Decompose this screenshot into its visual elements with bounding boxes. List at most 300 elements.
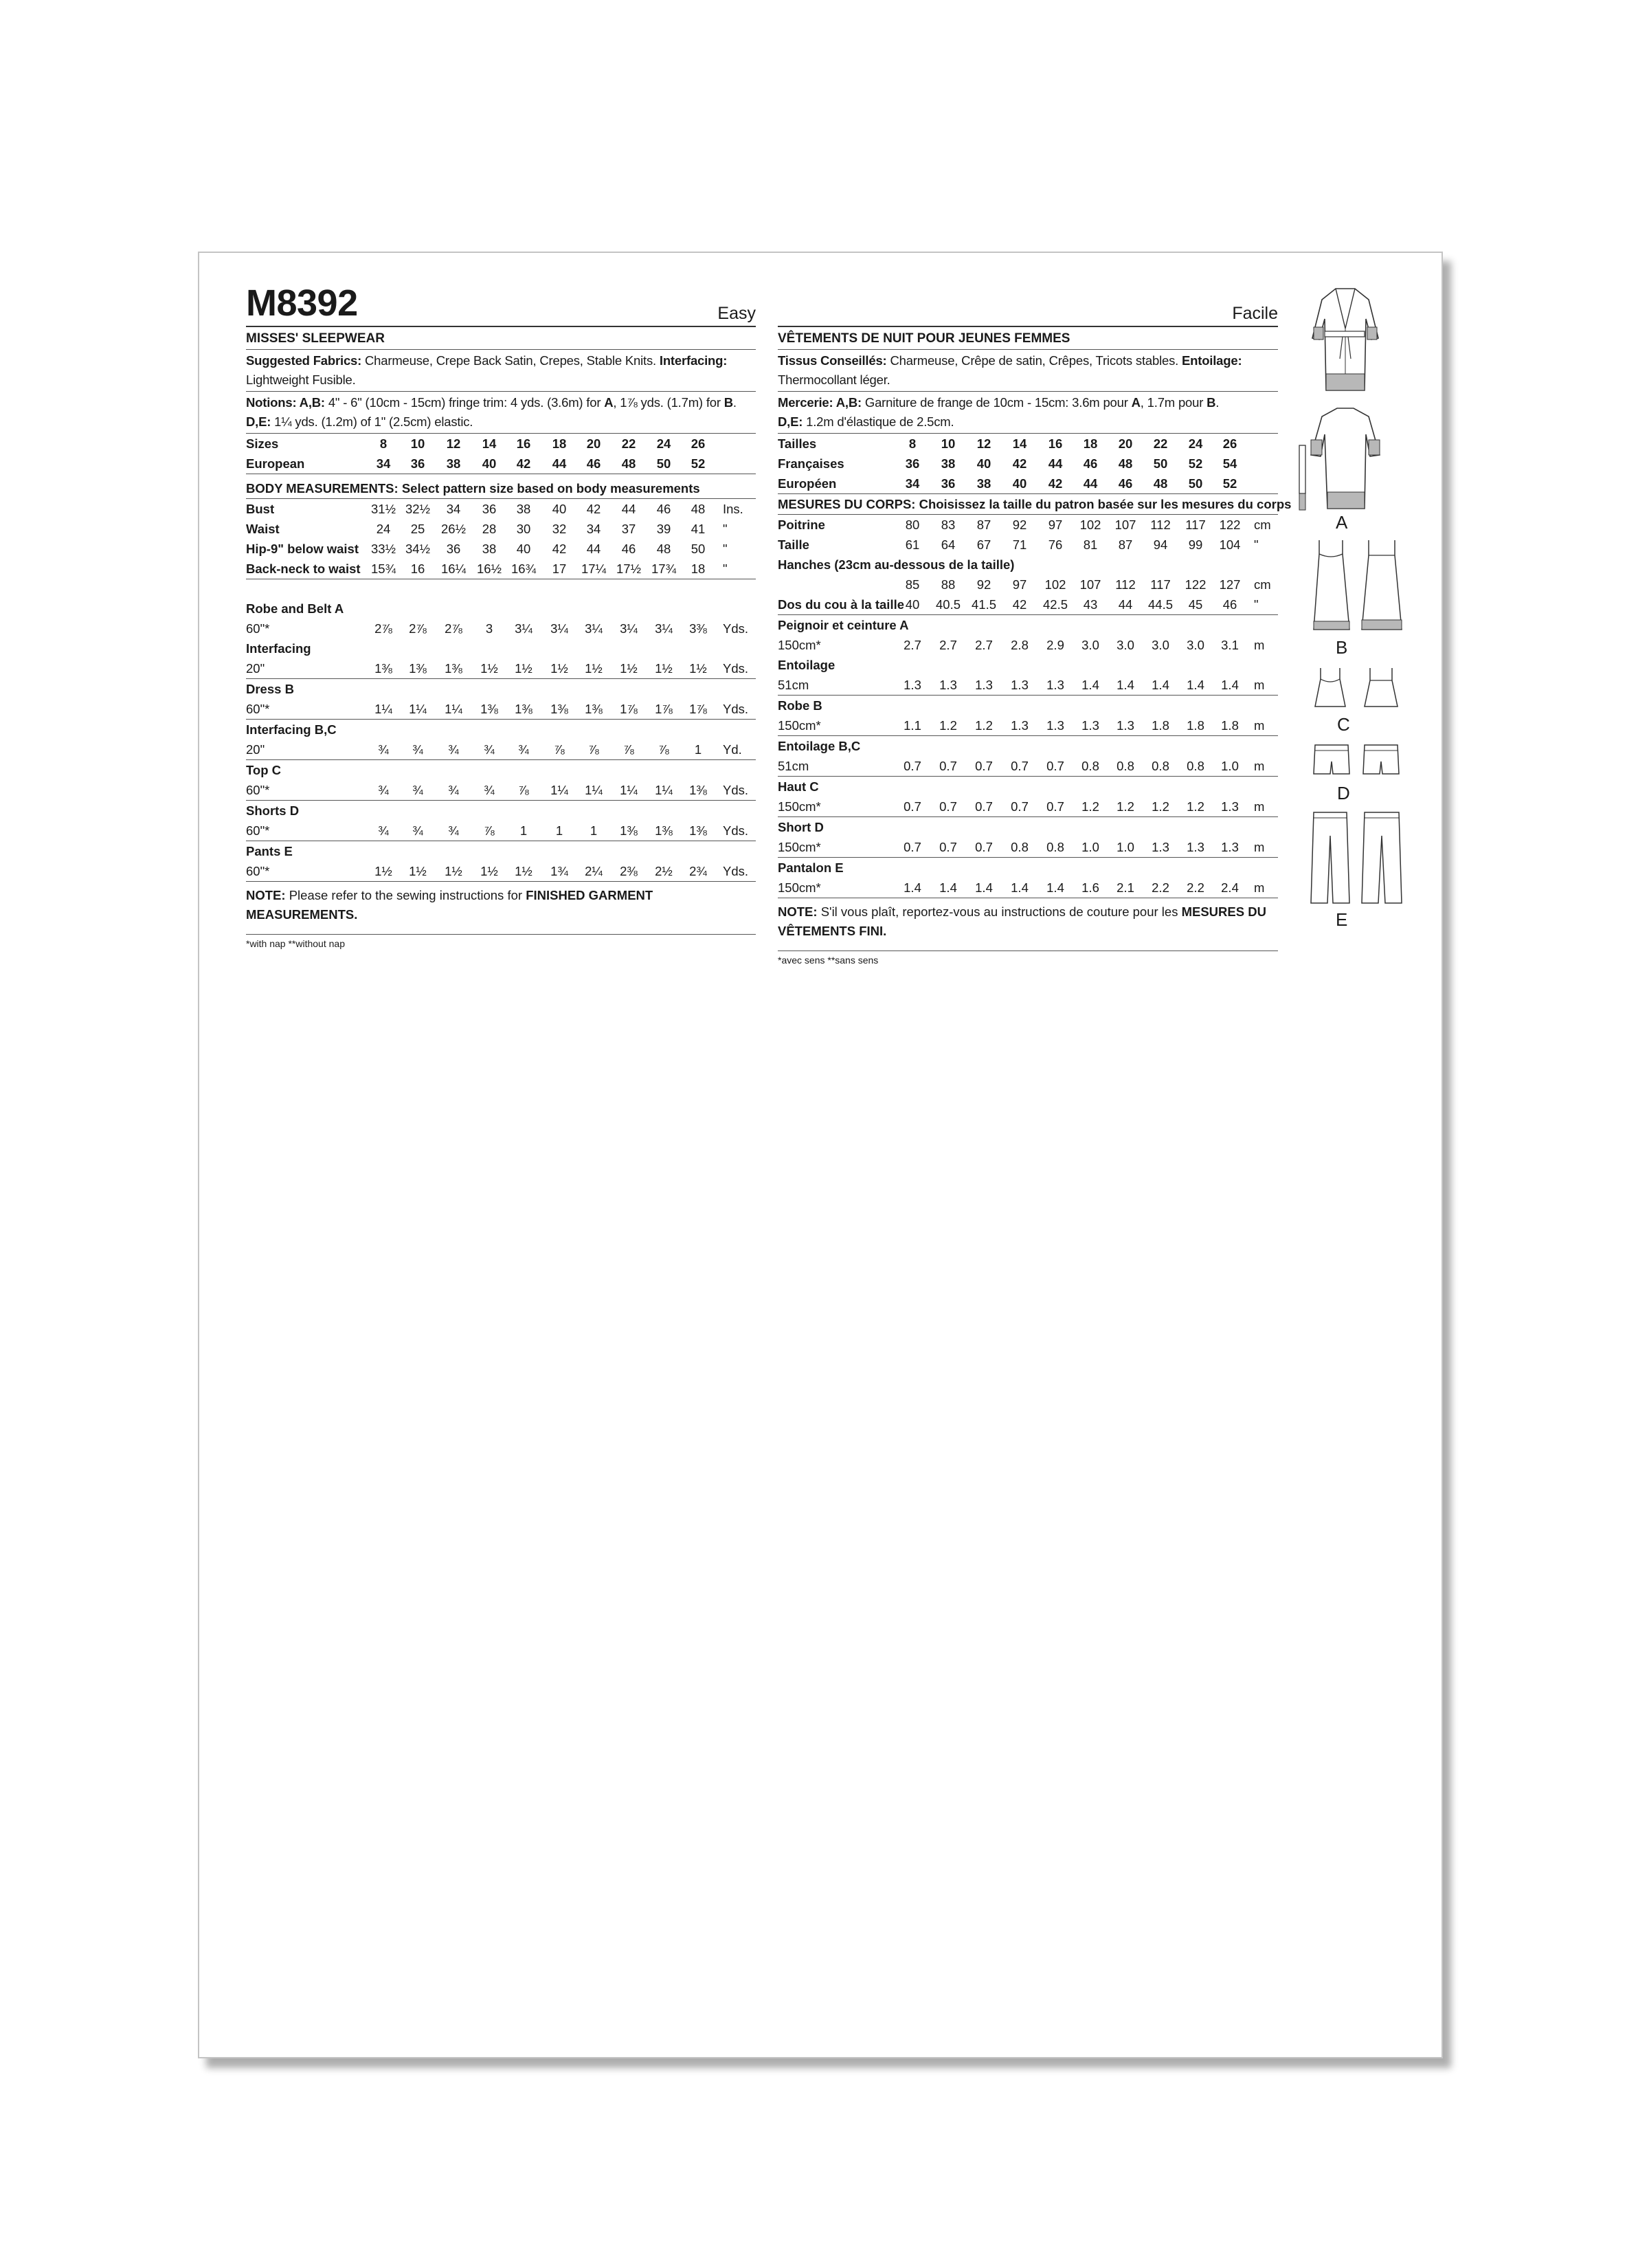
- table-cell: 20: [1118, 436, 1133, 451]
- table-cell: ¾: [448, 823, 459, 838]
- table-cell: 1⅜: [480, 702, 498, 716]
- table-cell: 1.8: [1221, 718, 1239, 733]
- table-cell: 1½: [374, 864, 392, 878]
- garment-heading-label: Interfacing B,C: [246, 722, 337, 737]
- english-column: [246, 282, 756, 950]
- row-label: Françaises: [778, 456, 844, 471]
- table-cell: ⅞: [658, 742, 669, 757]
- garment-heading-label: Pantalon E: [778, 860, 844, 875]
- table-cell: 36: [446, 542, 461, 556]
- table-cell: 48: [621, 456, 636, 471]
- row-label: 60"*: [246, 621, 270, 636]
- table-cell: 87: [1118, 537, 1133, 552]
- unit-label: cm: [1254, 577, 1271, 592]
- belt-drawing: [1297, 444, 1308, 513]
- body-measurements-table: [246, 499, 756, 579]
- difficulty-level: Easy: [717, 304, 756, 323]
- row-label: Poitrine: [778, 518, 825, 532]
- table-cell: 38: [482, 542, 497, 556]
- table-cell: 0.7: [975, 840, 993, 854]
- table-cell: 46: [586, 456, 601, 471]
- table-cell: 1.3: [1221, 799, 1239, 814]
- table-cell: 8: [908, 436, 917, 451]
- notions-fr: Mercerie: A,B: Garniture de frange de 10cm - 15cm: 3.6m pour A, 1.7m pour B. D,E: 1.2m d'élastique de 2.5cm.: [778, 392, 1278, 434]
- table-cell: 2.2: [1187, 880, 1204, 895]
- table-cell: 3.1: [1221, 638, 1239, 652]
- table-cell: 0.7: [904, 799, 921, 814]
- table-cell: 32: [552, 522, 567, 536]
- table-cell: 1½: [445, 864, 462, 878]
- yardage-row: [778, 675, 1278, 696]
- body-measurement-row: [246, 559, 756, 579]
- row-label: 20": [246, 742, 265, 757]
- table-cell: 0.7: [975, 759, 993, 773]
- table-cell: 1.2: [1081, 799, 1099, 814]
- table-cell: 2½: [655, 864, 673, 878]
- table-cell: 1⅞: [620, 702, 638, 716]
- table-cell: 16: [410, 562, 425, 576]
- table-cell: 1.1: [904, 718, 921, 733]
- table-cell: 1.3: [1046, 718, 1064, 733]
- table-cell: ¾: [448, 783, 459, 797]
- table-cell: 64: [941, 537, 956, 552]
- table-cell: 44: [586, 542, 601, 556]
- table-cell: 3¼: [515, 621, 532, 636]
- table-cell: ¾: [378, 742, 389, 757]
- table-cell: 26: [1222, 436, 1237, 451]
- garment-heading: [246, 841, 756, 861]
- unit-label: m: [1254, 638, 1265, 652]
- table-cell: 34: [446, 502, 461, 516]
- table-cell: 18: [1083, 436, 1098, 451]
- english-header: [246, 282, 756, 327]
- row-label: Hanches (23cm au-dessous de la taille): [778, 557, 1015, 572]
- unit-label: Yds.: [723, 661, 749, 676]
- body-measurement-row: [246, 499, 756, 519]
- row-label: Sizes: [246, 436, 279, 451]
- table-cell: 117: [1150, 577, 1171, 592]
- table-cell: 20: [586, 436, 601, 451]
- table-cell: ¾: [484, 783, 495, 797]
- table-cell: 1½: [409, 864, 427, 878]
- unit-label: Yds.: [723, 823, 749, 838]
- table-cell: 17¾: [651, 562, 677, 576]
- table-cell: 10: [410, 436, 425, 451]
- table-cell: 48: [691, 502, 706, 516]
- row-label: 150cm*: [778, 799, 821, 814]
- table-cell: 67: [976, 537, 991, 552]
- table-cell: 39: [656, 522, 671, 536]
- table-cell: 1½: [585, 661, 603, 676]
- garment-heading: [778, 817, 1278, 837]
- table-cell: 2.2: [1152, 880, 1169, 895]
- unit-label: m: [1254, 880, 1265, 895]
- table-cell: 44.5: [1147, 597, 1174, 612]
- notions: Notions: A,B: 4" - 6" (10cm - 15cm) fringe trim: 4 yds. (3.6m) for A, 1⅞ yds. (1.7m) for B. D,E: 1¼ yds. (1.2m) of 1" (2.5cm) elastic.: [246, 392, 756, 434]
- table-cell: 42: [1012, 456, 1027, 471]
- table-cell: 2⅞: [374, 621, 392, 636]
- row-label: 60"*: [246, 783, 270, 797]
- table-cell: 2⅜: [620, 864, 638, 878]
- suggested-fabrics: Suggested Fabrics: Charmeuse, Crepe Back Satin, Crepes, Stable Knits. Interfacing: Lightweight Fusible.: [246, 350, 756, 392]
- yardage-row: [246, 821, 756, 841]
- table-cell: 43: [1083, 597, 1098, 612]
- garment-heading-label: Top C: [246, 763, 282, 777]
- table-cell: 1½: [655, 661, 673, 676]
- table-cell: 1.0: [1221, 759, 1239, 773]
- table-cell: 40: [976, 456, 991, 471]
- table-cell: 1.3: [1187, 840, 1204, 854]
- pants-e-back-drawing: [1360, 811, 1403, 907]
- table-cell: 1¼: [550, 783, 568, 797]
- table-cell: 10: [941, 436, 956, 451]
- yardage-row: [778, 797, 1278, 817]
- table-cell: 52: [691, 456, 706, 471]
- table-cell: 0.7: [939, 759, 957, 773]
- garment-heading: [778, 777, 1278, 797]
- table-cell: ⅞: [484, 823, 495, 838]
- body-measurements-heading: BODY MEASUREMENTS: Select pattern size based on body measurements: [246, 478, 756, 499]
- row-label: European: [246, 456, 305, 471]
- table-cell: 1.2: [1152, 799, 1169, 814]
- table-cell: 76: [1048, 537, 1063, 552]
- table-cell: 0.7: [939, 840, 957, 854]
- unit-label: ": [1254, 597, 1259, 612]
- table-cell: 107: [1114, 518, 1136, 532]
- table-cell: 0.7: [1046, 759, 1064, 773]
- garment-heading-label: Entoilage B,C: [778, 739, 861, 753]
- yardage-row: [778, 635, 1278, 655]
- table-cell: 18: [552, 436, 567, 451]
- table-cell: 1.0: [1081, 840, 1099, 854]
- table-cell: 1.3: [904, 678, 921, 692]
- sizes-row: [246, 434, 756, 454]
- table-cell: 1: [519, 823, 528, 838]
- table-cell: 0.7: [904, 759, 921, 773]
- table-cell: 1⅞: [689, 702, 707, 716]
- table-cell: 87: [976, 518, 991, 532]
- table-cell: ¾: [448, 742, 459, 757]
- garment-heading: [246, 720, 756, 740]
- unit-label: Yds.: [723, 702, 749, 716]
- table-cell: 1.4: [1152, 678, 1169, 692]
- table-cell: 1¼: [620, 783, 638, 797]
- robe-a-back-drawing: [1310, 407, 1382, 514]
- table-cell: 3.0: [1152, 638, 1169, 652]
- table-cell: ¾: [412, 783, 423, 797]
- table-cell: 1⅜: [445, 661, 462, 676]
- table-cell: 2¼: [585, 864, 603, 878]
- table-cell: 1.3: [1081, 718, 1099, 733]
- row-label: 150cm*: [778, 880, 821, 895]
- finished-measurements-note-fr: NOTE: S'il vous plaît, reportez-vous au instructions de couture pour les MESURES DU VÊTEMENTS FINI.: [778, 898, 1278, 951]
- table-cell: 0.7: [1011, 799, 1029, 814]
- sizes-row: [778, 434, 1278, 454]
- table-cell: 34: [376, 456, 391, 471]
- table-cell: 1: [590, 823, 598, 838]
- table-cell: 81: [1083, 537, 1098, 552]
- yardage-row: [246, 699, 756, 720]
- table-cell: 50: [1188, 476, 1203, 491]
- table-cell: 1⅜: [620, 823, 638, 838]
- garment-heading: [246, 679, 756, 699]
- yardage-row: [778, 715, 1278, 736]
- table-cell: 0.7: [904, 840, 921, 854]
- dress-b-back-drawing: [1359, 539, 1404, 634]
- table-cell: 50: [656, 456, 671, 471]
- table-cell: 46: [621, 542, 636, 556]
- garment-heading-label: Short D: [778, 820, 824, 834]
- sub-heading-label: Entoilage: [778, 658, 835, 672]
- row-label: Européen: [778, 476, 837, 491]
- table-cell: 0.7: [975, 799, 993, 814]
- body-measurement-row: [778, 515, 1278, 535]
- table-cell: 1.8: [1187, 718, 1204, 733]
- table-cell: 3: [485, 621, 493, 636]
- table-cell: 8: [379, 436, 388, 451]
- table-cell: 36: [410, 456, 425, 471]
- table-cell: 40.5: [935, 597, 961, 612]
- table-cell: 31½: [370, 502, 396, 516]
- unit-label: ": [1254, 537, 1259, 552]
- finished-measurements-note: NOTE: Please refer to the sewing instructions for FINISHED GARMENT MEASUREMENTS.: [246, 882, 756, 935]
- table-cell: 3.0: [1081, 638, 1099, 652]
- table-cell: 2⅞: [409, 621, 427, 636]
- table-cell: 42: [586, 502, 601, 516]
- table-cell: 1½: [480, 864, 498, 878]
- garment-heading: [246, 599, 756, 619]
- dress-b-front-drawing: [1310, 539, 1352, 634]
- table-cell: 46: [1222, 597, 1237, 612]
- table-cell: 16¾: [511, 562, 537, 576]
- table-cell: 52: [1222, 476, 1237, 491]
- body-measurement-row: [778, 594, 1278, 615]
- row-label: 150cm*: [778, 840, 821, 854]
- table-cell: 112: [1115, 577, 1136, 592]
- table-cell: 0.7: [1046, 799, 1064, 814]
- table-cell: 88: [941, 577, 956, 592]
- table-cell: 1¼: [445, 702, 462, 716]
- row-label: Back-neck to waist: [246, 562, 361, 576]
- table-cell: 17¼: [581, 562, 607, 576]
- nap-footnote-fr: *avec sens **sans sens: [778, 955, 879, 966]
- row-label: Hip-9" below waist: [246, 542, 359, 556]
- table-cell: 1.0: [1117, 840, 1134, 854]
- unit-label: m: [1254, 840, 1265, 854]
- table-cell: 22: [1153, 436, 1168, 451]
- row-label: Taille: [778, 537, 809, 552]
- table-cell: 16: [516, 436, 531, 451]
- french-column: [778, 287, 1292, 966]
- table-cell: 1.4: [1081, 678, 1099, 692]
- table-cell: 1⅜: [689, 783, 707, 797]
- pattern-envelope-back: [198, 252, 1443, 2058]
- unit-label: Ins.: [723, 502, 743, 516]
- sub-heading-label: Interfacing: [246, 641, 311, 656]
- table-cell: 0.8: [1117, 759, 1134, 773]
- difficulty-level-fr: Facile: [1232, 304, 1278, 323]
- table-cell: 44: [552, 456, 567, 471]
- row-label: Waist: [246, 522, 280, 536]
- table-cell: 3¼: [655, 621, 673, 636]
- table-cell: 1.3: [975, 678, 993, 692]
- robe-a-front-drawing: [1310, 287, 1381, 403]
- table-cell: 40: [482, 456, 497, 471]
- table-cell: 1.3: [1221, 840, 1239, 854]
- table-cell: 24: [1188, 436, 1203, 451]
- table-cell: 52: [1188, 456, 1203, 471]
- table-cell: 32½: [405, 502, 431, 516]
- table-cell: 1⅞: [655, 702, 673, 716]
- yardage-row: [246, 658, 756, 679]
- table-cell: 1¼: [374, 702, 392, 716]
- table-cell: 2.7: [975, 638, 993, 652]
- unit-label: m: [1254, 678, 1265, 692]
- unit-label: cm: [1254, 518, 1271, 532]
- table-cell: 122: [1185, 577, 1207, 592]
- table-cell: 50: [1153, 456, 1168, 471]
- table-cell: 80: [905, 518, 920, 532]
- table-cell: 15¾: [370, 562, 396, 576]
- table-cell: 102: [1079, 518, 1101, 532]
- pattern-title: MISSES' SLEEPWEAR: [246, 327, 756, 350]
- row-label: Bust: [246, 502, 275, 516]
- yardage-row: [246, 861, 756, 882]
- table-cell: 1.2: [1117, 799, 1134, 814]
- garment-heading-label: Pants E: [246, 844, 293, 858]
- unit-label: m: [1254, 799, 1265, 814]
- table-cell: ¾: [484, 742, 495, 757]
- table-cell: 1.4: [1221, 678, 1239, 692]
- row-label: Tailles: [778, 436, 817, 451]
- view-label-b: B: [1336, 637, 1348, 658]
- table-cell: 44: [621, 502, 636, 516]
- unit-label: Yds.: [723, 621, 749, 636]
- table-cell: 1.4: [1187, 678, 1204, 692]
- table-cell: 16½: [476, 562, 502, 576]
- table-cell: 1.3: [1152, 840, 1169, 854]
- table-cell: 1⅜: [409, 661, 427, 676]
- size-table: [246, 434, 756, 474]
- table-cell: 1½: [515, 661, 532, 676]
- table-cell: 3.0: [1117, 638, 1134, 652]
- table-cell: 83: [941, 518, 956, 532]
- shorts-d-back-drawing: [1362, 744, 1400, 778]
- table-cell: 25: [410, 522, 425, 536]
- table-cell: 0.8: [1152, 759, 1169, 773]
- garment-heading-label: Robe and Belt A: [246, 601, 344, 616]
- table-cell: ⅞: [588, 742, 599, 757]
- table-cell: 36: [941, 476, 956, 491]
- table-cell: 1.3: [1117, 718, 1134, 733]
- row-label: 51cm: [778, 759, 809, 773]
- row-label: 60"*: [246, 864, 270, 878]
- unit-label: ": [723, 562, 728, 576]
- yardage-row: [246, 619, 756, 638]
- table-cell: 42: [1012, 597, 1027, 612]
- table-cell: 97: [1012, 577, 1027, 592]
- body-measurements-heading-fr: MESURES DU CORPS: Choisissez la taille du patron basée sur les mesures du corps: [778, 494, 1278, 515]
- table-cell: 1.6: [1081, 880, 1099, 895]
- table-cell: 85: [905, 577, 920, 592]
- table-cell: 1.4: [975, 880, 993, 895]
- table-cell: 2.8: [1011, 638, 1029, 652]
- table-cell: 3⅜: [689, 621, 707, 636]
- table-cell: 30: [516, 522, 531, 536]
- french-sizes-row: [778, 454, 1278, 474]
- table-cell: 2⅞: [445, 621, 462, 636]
- unit-label: Yd.: [723, 742, 742, 757]
- table-cell: 97: [1048, 518, 1063, 532]
- table-cell: 41: [691, 522, 706, 536]
- suggested-fabrics-fr: Tissus Conseillés: Charmeuse, Crêpe de satin, Crêpes, Tricots stables. Entoilage: Thermocollant léger.: [778, 350, 1278, 392]
- table-cell: 50: [691, 542, 706, 556]
- nap-footnote: *with nap **without nap: [246, 938, 345, 949]
- yardage-table-fr: [778, 615, 1278, 898]
- table-cell: 26½: [440, 522, 467, 536]
- table-cell: 1⅜: [655, 823, 673, 838]
- table-cell: 28: [482, 522, 497, 536]
- table-cell: 46: [656, 502, 671, 516]
- table-cell: 3¼: [585, 621, 603, 636]
- table-cell: ⅞: [518, 783, 529, 797]
- table-cell: 2.7: [939, 638, 957, 652]
- view-label-a: A: [1336, 512, 1348, 533]
- table-cell: 36: [905, 456, 920, 471]
- table-cell: 1.4: [1046, 880, 1064, 895]
- row-label: 20": [246, 661, 265, 676]
- yardage-row: [778, 837, 1278, 858]
- table-cell: 122: [1219, 518, 1241, 532]
- table-cell: 44: [1118, 597, 1133, 612]
- table-cell: ¾: [378, 823, 389, 838]
- garment-heading: [778, 858, 1278, 878]
- table-cell: 24: [656, 436, 671, 451]
- table-cell: 1.3: [1011, 678, 1029, 692]
- garment-heading: [778, 615, 1278, 635]
- table-cell: 44: [1083, 476, 1098, 491]
- table-cell: 102: [1044, 577, 1066, 592]
- table-cell: 1.2: [1187, 799, 1204, 814]
- table-cell: 127: [1219, 577, 1241, 592]
- yardage-row: [778, 756, 1278, 777]
- unit-label: Yds.: [723, 783, 749, 797]
- table-cell: 1.3: [939, 678, 957, 692]
- table-cell: 2.9: [1046, 638, 1064, 652]
- sub-heading: [778, 655, 1278, 675]
- table-cell: 34: [586, 522, 601, 536]
- row-label: 60"*: [246, 702, 270, 716]
- table-cell: 40: [516, 542, 531, 556]
- table-cell: 0.8: [1011, 840, 1029, 854]
- table-cell: 1.4: [904, 880, 921, 895]
- french-header: [778, 287, 1278, 327]
- table-cell: 117: [1185, 518, 1206, 532]
- table-cell: 22: [621, 436, 636, 451]
- table-cell: 38: [516, 502, 531, 516]
- yardage-table: [246, 599, 756, 882]
- body-measurement-row: [778, 575, 1278, 594]
- unit-label: m: [1254, 718, 1265, 733]
- table-cell: 37: [621, 522, 636, 536]
- shorts-d-front-drawing: [1312, 744, 1351, 778]
- table-cell: 2.1: [1117, 880, 1134, 895]
- table-cell: 1.3: [1011, 718, 1029, 733]
- table-cell: 1¼: [585, 783, 603, 797]
- unit-label: m: [1254, 759, 1265, 773]
- table-cell: 1½: [515, 864, 532, 878]
- table-cell: 16¼: [440, 562, 467, 576]
